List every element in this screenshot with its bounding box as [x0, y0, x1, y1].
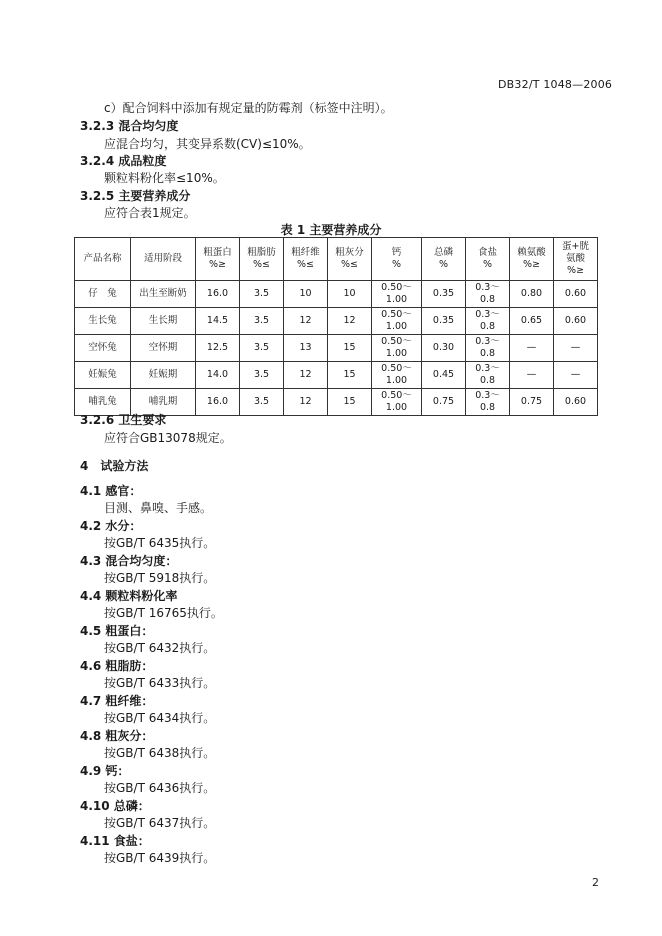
header-phosphorus: 总磷 % — [422, 238, 466, 281]
cell-name: 生长兔 — [75, 308, 131, 335]
method-text: 按GB/T 6435执行。 — [104, 536, 216, 550]
cell-met-cys: — — [554, 335, 598, 362]
cell-calcium: 0.50～ 1.00 — [372, 389, 422, 416]
standard-code: DB32/T 1048—2006 — [498, 78, 613, 91]
table-row — [75, 362, 598, 389]
cell-phosphorus: 0.45 — [422, 362, 466, 389]
method-title: 4.1 感官： — [80, 484, 142, 498]
table-row — [75, 308, 598, 335]
method-title: 4.7 粗纤维： — [80, 694, 154, 708]
table-header-row — [75, 238, 598, 281]
cell-calcium: 0.50～ 1.00 — [372, 308, 422, 335]
header-fat: 粗脂肪 %≤ — [240, 238, 284, 281]
header-protein: 粗蛋白 %≥ — [196, 238, 240, 281]
cell-fiber: 12 — [284, 362, 328, 389]
cell-lysine: 0.65 — [510, 308, 554, 335]
section-3-2-4-title: 3.2.4 成品粒度 — [80, 154, 167, 168]
method-text: 按GB/T 6434执行。 — [104, 711, 216, 725]
cell-fiber: 10 — [284, 281, 328, 308]
table-row — [75, 281, 598, 308]
cell-stage: 哺乳期 — [131, 389, 196, 416]
page-number: 2 — [592, 876, 599, 889]
method-title: 4.3 混合均匀度： — [80, 554, 178, 568]
cell-salt: 0.3～ 0.8 — [466, 281, 510, 308]
header-calcium: 钙 % — [372, 238, 422, 281]
cell-stage: 妊娠期 — [131, 362, 196, 389]
header-stage: 适用阶段 — [131, 238, 196, 281]
method-title: 4.6 粗脂肪： — [80, 659, 154, 673]
cell-protein: 14.0 — [196, 362, 240, 389]
section-3-2-3-text: 应混合均匀，其变异系数(CV)≤10%。 — [104, 137, 311, 151]
cell-met-cys: 0.60 — [554, 308, 598, 335]
cell-lysine: — — [510, 335, 554, 362]
method-text: 按GB/T 16765执行。 — [104, 606, 223, 620]
header-salt: 食盐 % — [466, 238, 510, 281]
nutrient-table — [74, 237, 598, 416]
section-3-2-4-text: 颗粒料粉化率≤10%。 — [104, 171, 225, 185]
cell-protein: 12.5 — [196, 335, 240, 362]
header-lysine: 赖氨酸 %≥ — [510, 238, 554, 281]
table-caption: 表 1 主要营养成分 — [280, 223, 382, 237]
method-text: 目测、鼻嗅、手感。 — [104, 501, 213, 515]
method-title: 4.10 总磷： — [80, 799, 150, 813]
cell-met-cys: 0.60 — [554, 281, 598, 308]
cell-stage: 空怀期 — [131, 335, 196, 362]
cell-salt: 0.3～ 0.8 — [466, 389, 510, 416]
table-row — [75, 335, 598, 362]
method-text: 按GB/T 6432执行。 — [104, 641, 216, 655]
cell-fiber: 12 — [284, 308, 328, 335]
section-3-2-5-title: 3.2.5 主要营养成分 — [80, 189, 191, 203]
cell-calcium: 0.50～ 1.00 — [372, 335, 422, 362]
cell-met-cys: 0.60 — [554, 389, 598, 416]
cell-ash: 10 — [328, 281, 372, 308]
cell-ash: 15 — [328, 335, 372, 362]
cell-protein: 16.0 — [196, 389, 240, 416]
cell-met-cys: — — [554, 362, 598, 389]
cell-calcium: 0.50～ 1.00 — [372, 281, 422, 308]
method-text: 按GB/T 6436执行。 — [104, 781, 216, 795]
method-title: 4.11 食盐： — [80, 834, 150, 848]
cell-fat: 3.5 — [240, 281, 284, 308]
cell-name: 空怀兔 — [75, 335, 131, 362]
section-4-title: 4 试验方法 — [80, 459, 149, 473]
method-title: 4.4 颗粒料粉化率 — [80, 589, 178, 603]
method-title: 4.9 钙： — [80, 764, 130, 778]
section-3-2-6-text: 应符合GB13078规定。 — [104, 431, 232, 445]
header-met-cys: 蛋+胱 氨酸 %≥ — [554, 238, 598, 281]
cell-protein: 14.5 — [196, 308, 240, 335]
method-text: 按GB/T 6439执行。 — [104, 851, 216, 865]
cell-lysine: 0.80 — [510, 281, 554, 308]
cell-fat: 3.5 — [240, 362, 284, 389]
cell-phosphorus: 0.30 — [422, 335, 466, 362]
header-fiber: 粗纤维 %≤ — [284, 238, 328, 281]
header-product-name: 产品名称 — [75, 238, 131, 281]
cell-stage: 出生至断奶 — [131, 281, 196, 308]
cell-stage: 生长期 — [131, 308, 196, 335]
cell-salt: 0.3～ 0.8 — [466, 335, 510, 362]
cell-name: 仔 兔 — [75, 281, 131, 308]
method-title: 4.8 粗灰分： — [80, 729, 154, 743]
cell-fiber: 12 — [284, 389, 328, 416]
cell-fat: 3.5 — [240, 308, 284, 335]
method-text: 按GB/T 5918执行。 — [104, 571, 216, 585]
cell-fat: 3.5 — [240, 389, 284, 416]
cell-phosphorus: 0.75 — [422, 389, 466, 416]
cell-ash: 12 — [328, 308, 372, 335]
method-title: 4.2 水分： — [80, 519, 142, 533]
cell-calcium: 0.50～ 1.00 — [372, 362, 422, 389]
item-c: c）配合饲料中添加有规定量的防霉剂（标签中注明）。 — [104, 101, 393, 115]
method-title: 4.5 粗蛋白： — [80, 624, 154, 638]
cell-lysine: 0.75 — [510, 389, 554, 416]
cell-phosphorus: 0.35 — [422, 281, 466, 308]
section-3-2-5-text: 应符合表1规定。 — [104, 206, 196, 220]
cell-salt: 0.3～ 0.8 — [466, 362, 510, 389]
section-3-2-6-title: 3.2.6 卫生要求 — [80, 413, 167, 427]
cell-fat: 3.5 — [240, 335, 284, 362]
cell-ash: 15 — [328, 362, 372, 389]
cell-name: 妊娠兔 — [75, 362, 131, 389]
cell-lysine: — — [510, 362, 554, 389]
method-text: 按GB/T 6433执行。 — [104, 676, 216, 690]
cell-salt: 0.3～ 0.8 — [466, 308, 510, 335]
cell-ash: 15 — [328, 389, 372, 416]
section-3-2-3-title: 3.2.3 混合均匀度 — [80, 119, 179, 133]
method-text: 按GB/T 6438执行。 — [104, 746, 216, 760]
header-ash: 粗灰分 %≤ — [328, 238, 372, 281]
method-text: 按GB/T 6437执行。 — [104, 816, 216, 830]
cell-protein: 16.0 — [196, 281, 240, 308]
cell-name: 哺乳兔 — [75, 389, 131, 416]
cell-phosphorus: 0.35 — [422, 308, 466, 335]
cell-fiber: 13 — [284, 335, 328, 362]
